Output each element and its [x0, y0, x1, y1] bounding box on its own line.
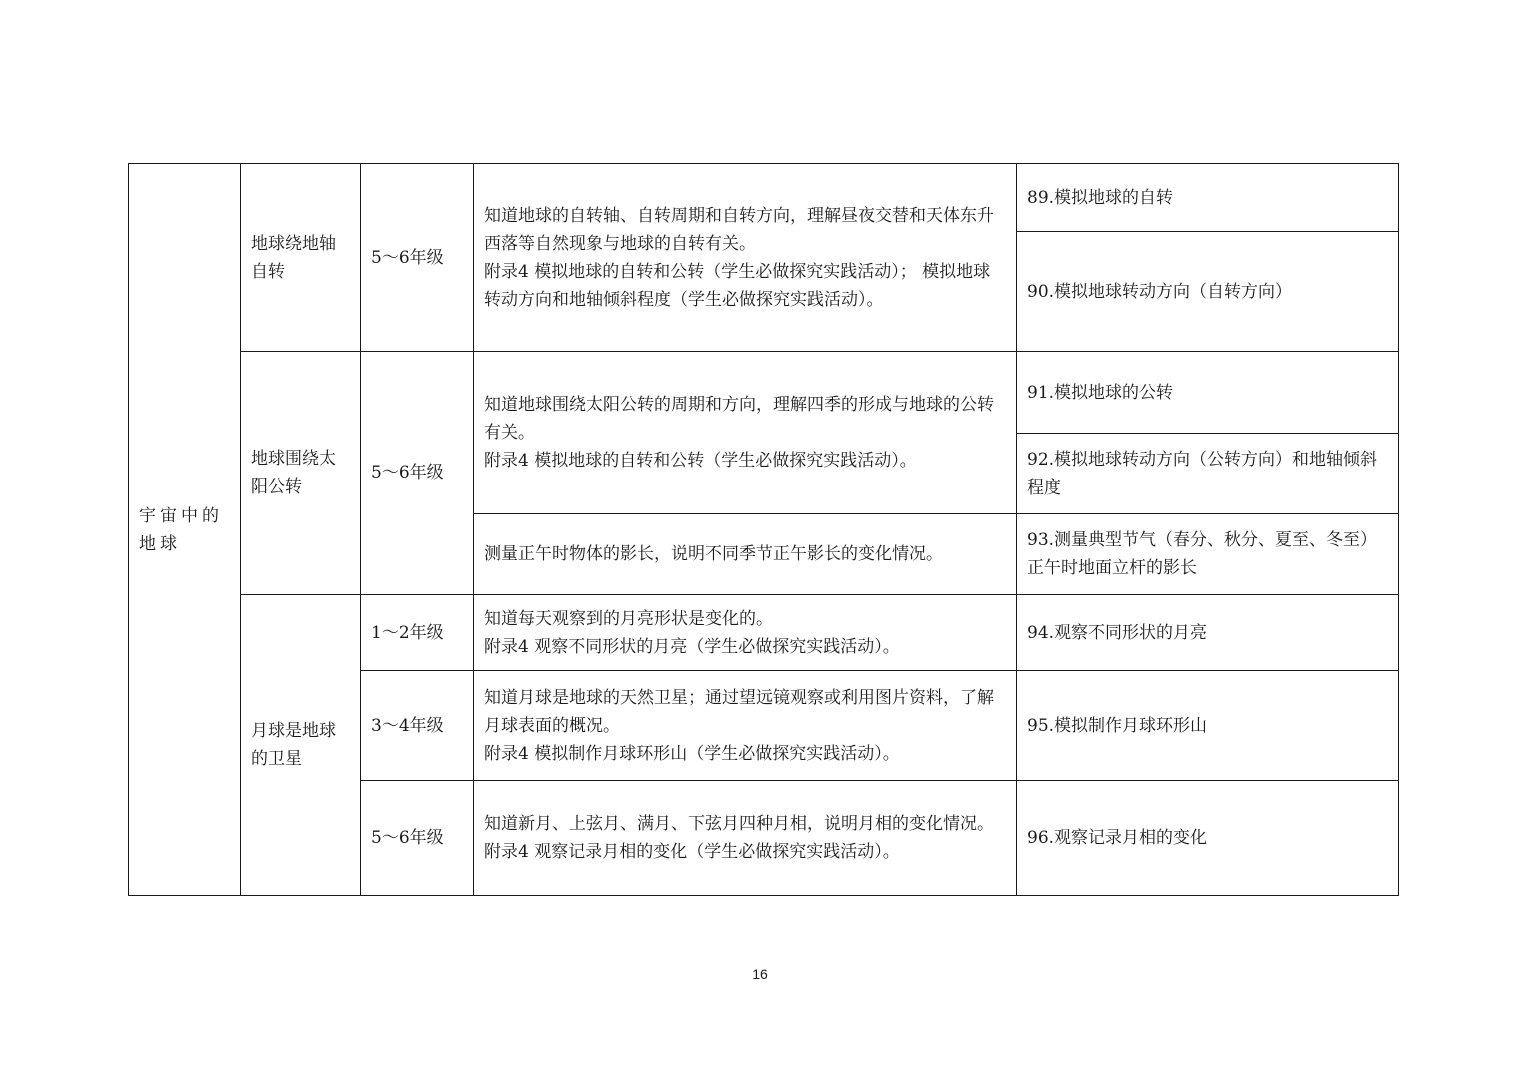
activity-cell: 95.模拟制作月球环形山 — [1017, 671, 1399, 781]
activity-cell: 92.模拟地球转动方向（公转方向）和地轴倾斜程度 — [1017, 434, 1399, 514]
table-row — [129, 352, 1399, 434]
topic-cell: 地球绕地轴自转 — [241, 164, 361, 352]
grade-cell: 5～6年级 — [361, 352, 474, 595]
curriculum-table — [128, 163, 1399, 896]
table-row — [129, 595, 1399, 671]
activity-cell: 91.模拟地球的公转 — [1017, 352, 1399, 434]
activity-cell: 96.观察记录月相的变化 — [1017, 781, 1399, 896]
appendix-text: 附录4 模拟地球的自转和公转（学生必做探究实践活动）。 — [484, 450, 917, 471]
description-cell — [474, 595, 1017, 671]
page-number: 16 — [752, 966, 768, 982]
description-text: 知道地球的自转轴、自转周期和自转方向，理解昼夜交替和天体东升西落等自然现象与地球的自转有关。 — [484, 205, 994, 254]
table-row — [129, 164, 1399, 232]
description-text: 测量正午时物体的影长，说明不同季节正午影长的变化情况。 — [484, 544, 943, 564]
description-cell — [474, 514, 1017, 595]
description-text: 知道每天观察到的月亮形状是变化的。 — [484, 608, 773, 629]
description-text: 知道地球围绕太阳公转的周期和方向，理解四季的形成与地球的公转有关。 — [484, 394, 994, 443]
appendix-text: 附录4 观察不同形状的月亮（学生必做探究实践活动）。 — [484, 636, 900, 657]
topic-cell: 地球围绕太阳公转 — [241, 352, 361, 595]
activity-cell: 94.观察不同形状的月亮 — [1017, 595, 1399, 671]
activity-cell: 90.模拟地球转动方向（自转方向） — [1017, 232, 1399, 352]
appendix-text: 附录4 模拟地球的自转和公转（学生必做探究实践活动）； 模拟地球转动方向和地轴倾斜程度（学生必做探究实践活动）。 — [484, 261, 991, 310]
description-cell — [474, 352, 1017, 514]
grade-cell: 3～4年级 — [361, 671, 474, 781]
activity-cell: 93.测量典型节气（春分、秋分、夏至、冬至）正午时地面立杆的影长 — [1017, 514, 1399, 595]
domain-cell: 宇宙中的地球 — [129, 164, 241, 896]
description-cell — [474, 781, 1017, 896]
description-text: 知道月球是地球的天然卫星；通过望远镜观察或利用图片资料，了解月球表面的概况。 — [484, 687, 994, 736]
grade-cell: 1～2年级 — [361, 595, 474, 671]
description-text: 知道新月、上弦月、满月、下弦月四种月相，说明月相的变化情况。 — [484, 814, 994, 834]
description-cell — [474, 671, 1017, 781]
appendix-text: 附录4 模拟制作月球环形山（学生必做探究实践活动）。 — [484, 743, 900, 764]
grade-cell: 5～6年级 — [361, 164, 474, 352]
appendix-text: 附录4 观察记录月相的变化（学生必做探究实践活动）。 — [484, 842, 900, 862]
topic-cell: 月球是地球的卫星 — [241, 595, 361, 896]
grade-cell: 5～6年级 — [361, 781, 474, 896]
activity-cell: 89.模拟地球的自转 — [1017, 164, 1399, 232]
description-cell — [474, 164, 1017, 352]
